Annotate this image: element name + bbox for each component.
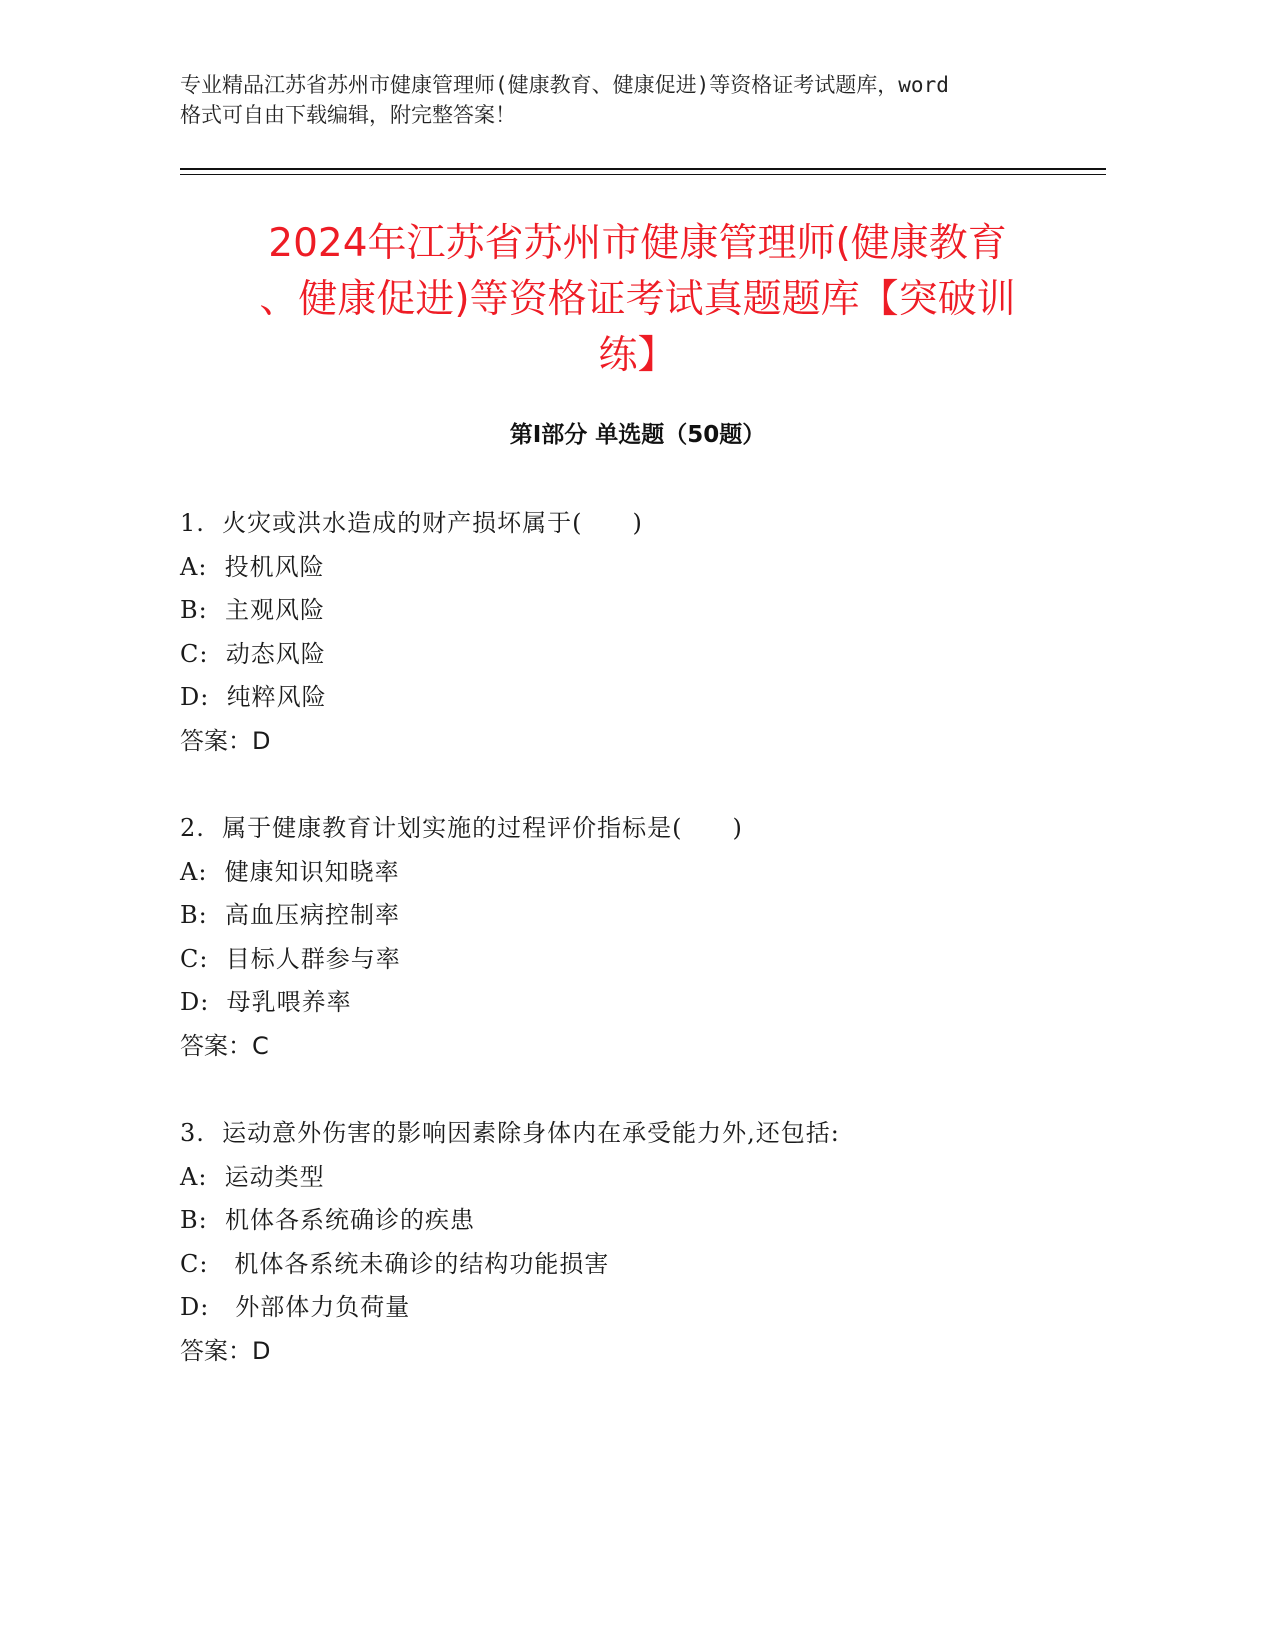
document-title-line-3: 练】	[598, 333, 677, 378]
option-a: A: 投机风险	[180, 552, 325, 581]
answer: 答案：C	[180, 1031, 269, 1060]
header-note-line-1: 专业精品江苏省苏州市健康管理师(健康教育、健康促进)等资格证考试题库，word	[180, 73, 949, 97]
header-note	[180, 70, 1100, 130]
option-b: B: 高血压病控制率	[180, 901, 400, 929]
option-c: C: 机体各系统未确诊的结构功能损害	[180, 1249, 610, 1278]
document-title-line-2: 、健康促进)等资格证考试真题题库【突破训	[259, 277, 1016, 322]
option-b: B: 主观风险	[180, 596, 325, 624]
question-stem: 1. 火灾或洪水造成的财产损坏属于( )	[180, 509, 643, 537]
question-1	[180, 502, 1100, 763]
header-divider-thin	[180, 174, 1106, 175]
option-a: A: 运动类型	[180, 1162, 325, 1191]
option-a: A: 健康知识知晓率	[180, 857, 400, 886]
option-c: C: 动态风险	[180, 639, 326, 668]
option-d: D: 外部体力负荷量	[180, 1293, 411, 1321]
answer: 答案：D	[180, 1336, 271, 1365]
question-3	[180, 1112, 1100, 1373]
document-title-line-1: 2024年江苏省苏州市健康管理师(健康教育	[268, 221, 1007, 266]
question-stem: 3. 运动意外伤害的影响因素除身体内在承受能力外,还包括:	[180, 1119, 840, 1147]
section-heading: 第Ⅰ部分 单选题（50题）	[509, 422, 766, 448]
question-stem: 2. 属于健康教育计划实施的过程评价指标是( )	[180, 814, 743, 842]
option-b: B: 机体各系统确诊的疾患	[180, 1206, 475, 1234]
header-note-line-2: 格式可自由下载编辑，附完整答案！	[180, 103, 516, 127]
document-title	[180, 216, 1095, 384]
question-2	[180, 807, 1100, 1068]
header-divider-thick	[180, 168, 1106, 170]
option-d: D: 母乳喂养率	[180, 988, 352, 1016]
option-d: D: 纯粹风险	[180, 683, 327, 711]
option-c: C: 目标人群参与率	[180, 944, 401, 973]
answer: 答案：D	[180, 726, 271, 755]
